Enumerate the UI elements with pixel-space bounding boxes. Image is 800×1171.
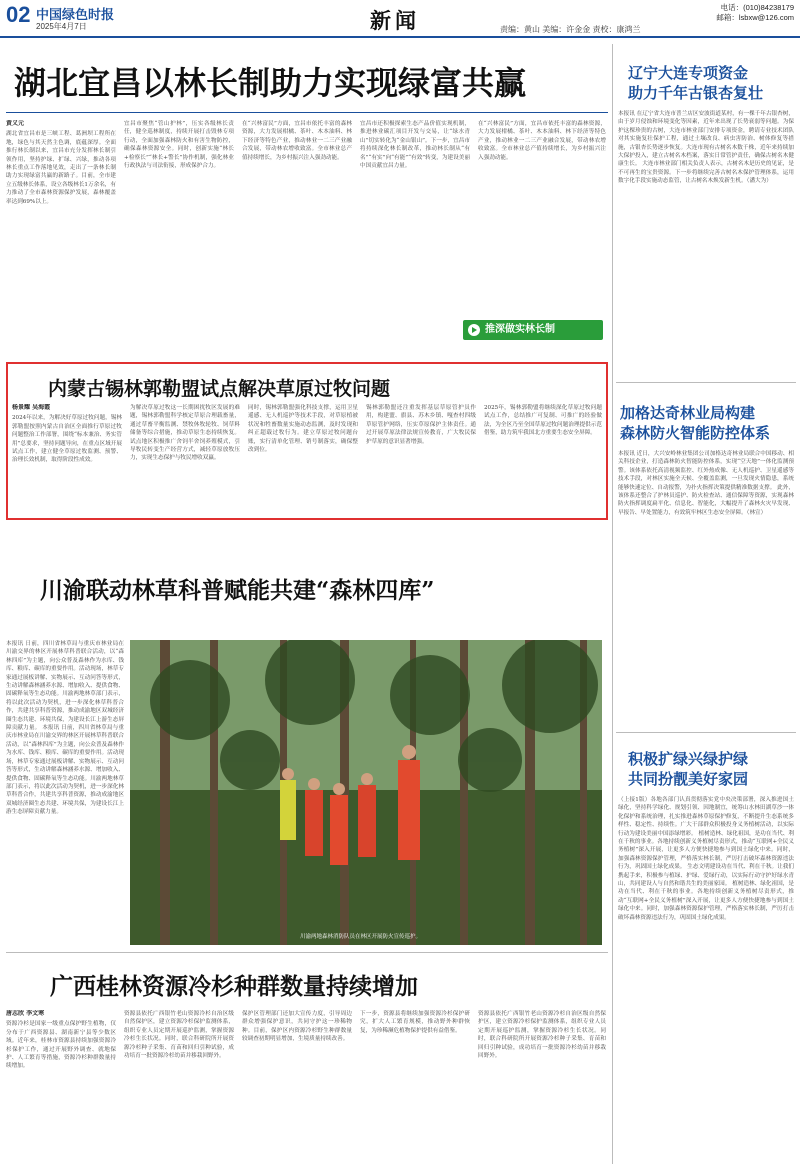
bottom-column-5: 资源县依托广西银竹老山资源冷杉自治区级自然保护区，建立资源冷杉保护监测体系，组织专业人员定期开展巡护监测，掌握资源冷杉生长状况。同时，联合科研院所开展资源冷杉种子采集、育苗和回归引种试验，成功培育一批资源冷杉幼苗并移栽回野外。	[478, 1011, 606, 1060]
lead-column-1: 黄义元 湖北省宜昌市是三峡工程、葛洲坝工程所在地，绿色与其天然主色调，底蕴深厚。全面推行林长制以来，宜昌市充分发挥林长制引领作用，坚持护绿、扩绿、兴绿，推动各项林长重点工作落地见效，走出了一条林长制助力实现绿富共赢的新路子。目前，全市建立五级林长体系，设立各级林长1万余名，有力推动了全市森林资源保护发展，森林覆盖率达到69%以上。	[6, 120, 116, 205]
divider	[616, 732, 796, 733]
feature-column: 本报讯 日前，四川省林草局与重庆市林业局在川渝交界的林区开展林草科普联合活动，以“森林四库”为主题，向公众普及森林作为水库、钱库、粮库、碳库的重要作用。活动现场，林草专家通过展板讲解、实物展示、互动问答等形式，生动讲解森林涵养水源、增加收入、提供食物、固碳释氧等生态功能。川渝两地林草部门表示，将以此次活动为契机，进一步深化林草科普合作，共建共享科普资源，推动成渝地区双城经济圈生态共建、环境共保，为建设长江上游生态屏障贡献力量。 本报讯 日前，四川省林草局与重庆市林业局在川渝交界的林区开展林草科普联合活动，以“森林四库”为主题，向公众普及森林作为水库、钱库、粮库、碳库的重要作用。活动现场，林草专家通过展板讲解、实物展示、互动问答等形式，生动讲解森林涵养水源、增加收入、提供食物、固碳释氧等生态功能。川渝两地林草部门表示，将以此次活动为契机，进一步深化林草科普合作，共建共享科普资源，推动成渝地区双城经济圈生态共建、环境共保，为建设长江上游生态屏障贡献力量。	[6, 641, 124, 816]
editor-credits: 责编：黄山 美编：许金金 责校：康鸿兰	[500, 25, 641, 34]
column-divider	[612, 44, 613, 1164]
page-number: 02	[6, 2, 31, 27]
page-header	[0, 0, 800, 38]
lead-column-5: 在“兴林富民”方面，宜昌市依托丰富的森林资源，大力发展柑橘、茶叶、木本油料、林下经济等特色产业，推动林业一二三产业融合发展，带动林农增收致富。全市林业总产值持续增长，为乡村振兴注入强劲动能。	[478, 121, 606, 161]
right-headline-2b[interactable]: 森林防火智能防控体系	[620, 424, 771, 442]
right-headline-3a[interactable]: 积极扩绿兴绿护绿	[628, 750, 749, 768]
featured-column-2: 为解决草原过牧这一长期困扰牧区发展的难题，锡林郭勒盟科学核定草原合理载畜量，通过草畜平衡监测、禁牧休牧轮牧、饲草料储备等综合措施，推动草原生态持续恢复。试点地区积极推广舍饲半舍饲养殖模式，引导牧民转变生产经营方式，减轻草原放牧压力，实现生态保护与牧民增收双赢。	[130, 405, 240, 462]
promo-banner[interactable]: 推深做实林长制	[463, 320, 603, 340]
bottom-headline[interactable]: 广西桂林资源冷杉种群数量持续增加	[50, 973, 418, 1000]
featured-column-5: 2025年，锡林郭勒盟将继续深化草原过牧问题试点工作，总结推广可复制、可推广的经验做法，为全区乃至全国草原过牧问题治理提供示范借鉴，助力筑牢我国北方重要生态安全屏障。	[484, 405, 602, 437]
lead-column-4: 宜昌市还积极探索生态产品价值实现机制，推进林业碳汇项目开发与交易，让“绿水青山”切实转化为“金山银山”。下一步，宜昌市将持续深化林长制改革，推动林长制从“有名”“有实”向“有能”“有效”转变，为建设美丽中国贡献宜昌力量。	[360, 121, 470, 170]
photo-caption: 川渝两地森林消防队员在林区开展防火宣传巡护。	[300, 934, 422, 940]
featured-article-box	[6, 362, 608, 520]
bottom-column-4: 下一步，资源县将继续加强资源冷杉保护研究，扩大人工繁育规模，推动野外种群恢复，为珍稀濒危植物保护提供有益借鉴。	[360, 1011, 470, 1034]
phone-number: 电话：(010)84238179	[720, 3, 794, 12]
bottom-column-2: 资源县依托广西银竹老山资源冷杉自治区级自然保护区，建立资源冷杉保护监测体系，组织专业人员定期开展巡护监测，掌握资源冷杉生长状况。同时，联合科研院所开展资源冷杉种子采集、育苗和回归引种试验，成功培育一批资源冷杉幼苗并移栽回野外。	[124, 1011, 234, 1060]
forest-scene-image	[130, 640, 602, 945]
lead-byline: 黄义元	[6, 120, 25, 127]
right-headline-1a[interactable]: 辽宁大连专项资金	[628, 64, 749, 82]
issue-date: 2025年4月7日	[36, 22, 87, 31]
forest-photo	[130, 640, 602, 945]
bottom-byline: 唐志欣 李文寒	[6, 1010, 45, 1017]
right-headline-3b[interactable]: 共同扮靓美好家园	[628, 770, 749, 788]
right-headline-2a[interactable]: 加格达奇林业局构建	[620, 404, 756, 422]
feature-headline[interactable]: 川渝联动林草科普赋能共建“森林四库”	[40, 577, 435, 604]
divider	[6, 952, 608, 953]
bottom-column-3: 保护区管理部门还加大宣传力度，引导周边群众增强保护意识，共同守护这一珍稀物种。目前，保护区内资源冷杉野生种群数量较调查初期明显增加，生境质量持续改善。	[242, 1011, 352, 1043]
lead-headline[interactable]: 湖北宜昌以林长制助力实现绿富共赢	[14, 64, 527, 102]
right-article-2: 本报讯 近日，大兴安岭林业集团公司加格达奇林业局联合中国移动、相关科技企业，打造森林防火智能防控体系，实现“空天地”一体化监测预警。该体系依托高清视频监控、红外热成像、无人机巡护、卫星遥感等技术手段，对林区实施全天候、全覆盖监测，一旦发现火情隐患，系统能够快速定位、自动报警，为扑火指挥决策提供精准数据支撑。 此外，该体系还整合了护林员巡护、防火检查站、通信保障等资源，实现森林防火指挥调度扁平化、信息化、智能化，大幅提升了森林火灾早发现、早报告、早处置能力，有效筑牢林区生态安全屏障。（林宣）	[618, 451, 794, 516]
play-icon	[468, 324, 480, 336]
section-title: 新闻	[370, 8, 420, 33]
newspaper-name: 中国绿色时报	[36, 8, 115, 23]
featured-column-1: 杨景耀 吴海霞 2024年以来，为解决好草原过牧问题，锡林郭勒盟按照内蒙古自治区全面推行草原过牧问题整治工作部署，围绕“标本兼治、务实管用”总要求，坚持问题导向，在重点区域开展试点工作，建立健全草原过牧监测、预警、治理长效机制，取得阶段性成效。	[12, 404, 122, 464]
featured-column-4: 锡林郭勒盟还注重发挥基层草原管护员作用，构建盟、旗县、苏木乡镇、嘎查村四级草原管护网络，压实草原保护主体责任。通过开展草原法律法规宣传教育，广大牧民保护草原的意识显著增强。	[366, 405, 476, 445]
right-article-1: 本报讯 在辽宁省大连市普兰店区安波街道某村，有一棵千年古银杏树，由于岁月侵蚀和环境变化等因素，近年来出现了长势衰弱等问题。为保护这棵珍贵的古树，大连市林业部门安排专项资金，聘请专业技术团队对其实施复壮保护工程，通过土壤改良、病虫害防治、树体修复等措施，古银杏长势逐步恢复。大连市现有古树名木数千株，近年来持续加大保护投入，建立古树名木档案，落实日常管护责任，确保古树名木健康生长。 大连市林业部门相关负责人表示，古树名木是历史的见证，是不可再生的宝贵资源。下一步将继续完善古树名木保护管理体系，运用数字化手段实施动态监管，让古树名木焕发新生机。（潘大为）	[618, 111, 794, 185]
featured-byline: 杨景耀 吴海霞	[12, 404, 51, 411]
right-headline-1b[interactable]: 助力千年古银杏复壮	[628, 84, 764, 102]
divider	[6, 112, 608, 113]
lead-column-3: 在“兴林富民”方面，宜昌市依托丰富的森林资源，大力发展柑橘、茶叶、木本油料、林下经济等特色产业，推动林业一二三产业融合发展，带动林农增收致富。全市林业总产值持续增长，为乡村振兴注入强劲动能。	[242, 121, 352, 161]
email-address: 邮箱：lsbxw@126.com	[716, 13, 794, 22]
divider	[616, 382, 796, 383]
featured-headline[interactable]: 内蒙古锡林郭勒盟试点解决草原过牧问题	[48, 378, 391, 400]
contact-info	[716, 3, 794, 23]
right-article-3: （上接1版）各地各部门认真贯彻落实党中央决策部署，深入推进国土绿化，坚持科学绿化、规划引领、因地制宜，统筹山水林田湖草沙一体化保护和系统治理，扎实推进森林草原保护修复，不断提升生态系统多样性、稳定性、持续性。广大干部群众积极投身义务植树活动，以实际行动为建设美丽中国添绿增彩。 植树造林、绿化祖国，是功在当代、利在千秋的事业。各地持续创新义务植树尽责形式，推动“互联网+全民义务植树”深入开展，让更多人方便快捷地参与到国土绿化中来。同时，加强森林资源保护管理，严格落实林长制，严厉打击破坏森林资源违法行为，巩固国土绿化成果。 生态文明建设功在当代、利在千秋。让我们携起手来，积极参与植绿、护绿、爱绿行动，以实际行动守护好绿水青山，共同建设人与自然和谐共生的美丽家园。 植树造林、绿化祖国，是功在当代、利在千秋的事业。各地持续创新义务植树尽责形式，推动“互联网+全民义务植树”深入开展，让更多人方便快捷地参与到国土绿化中来。同时，加强森林资源保护管理，严格落实林长制，严厉打击破坏森林资源违法行为，巩固国土绿化成果。	[618, 797, 794, 921]
lead-column-2: 宜昌市聚焦“管山护林”，压实各级林长责任，健全巡林制度，持续开展打击毁林专项行动，全面加强森林防火和有害生物防控，确保森林资源安全。同时，创新实施“林长+检察长”“林长+警长”协作机制，强化林业行政执法与司法衔接，形成保护合力。	[124, 121, 234, 170]
bottom-column-1: 唐志欣 李文寒 资源冷杉是国家一级重点保护野生植物，仅分布于广西资源县、湖南新宁县等少数区域。近年来，桂林市资源县持续加强资源冷杉保护工作，通过开展野外调查、就地保护、人工繁育等措施，资源冷杉种群数量持续增加。	[6, 1010, 116, 1070]
featured-column-3: 同时，锡林郭勒盟强化科技支撑，运用卫星遥感、无人机巡护等技术手段，对草原植被状况和牲畜数量实施动态监测，及时发现和纠正超载过牧行为。建立草原过牧问题台账，实行清单化管理、销号制落实，确保整改到位。	[248, 405, 358, 454]
